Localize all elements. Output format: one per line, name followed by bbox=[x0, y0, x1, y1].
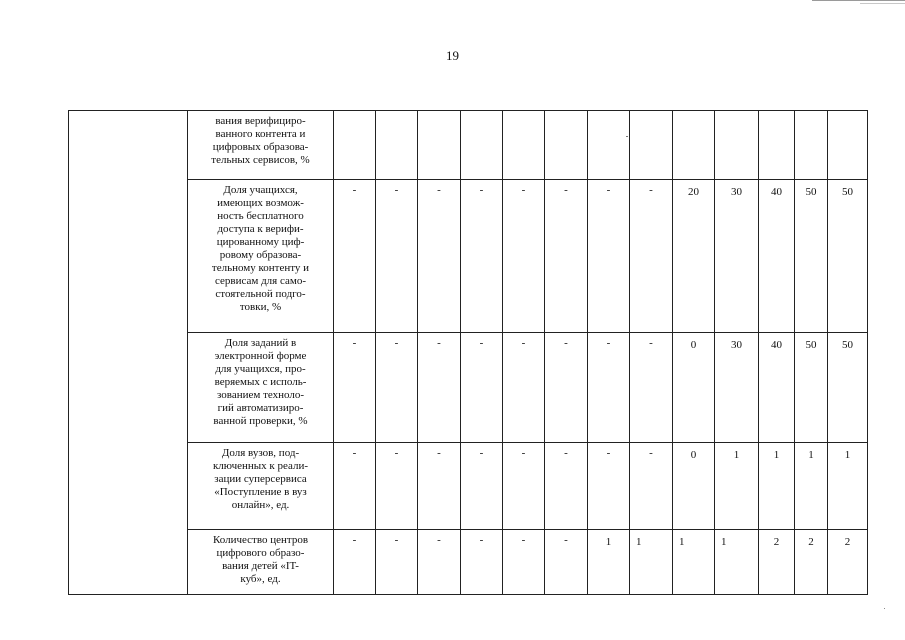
value-cell: - bbox=[334, 180, 376, 333]
value-cell: 50 bbox=[828, 180, 868, 333]
value-cell: 1 bbox=[715, 530, 759, 595]
section-cell bbox=[69, 111, 188, 595]
value-cell: - bbox=[418, 180, 461, 333]
value-cell bbox=[759, 111, 795, 180]
indicator-label: Доля учащихся, имеющих возмож- ность бесплатного доступа к верифи- цированному циф- ровому образова- тельному контенту и сервисам для само- стоятельной подго- товки, % bbox=[211, 184, 310, 313]
value-cell bbox=[673, 111, 715, 180]
value-cell: 40 bbox=[759, 180, 795, 333]
value-cell: - bbox=[588, 180, 630, 333]
table-row bbox=[69, 111, 868, 180]
value-cell bbox=[418, 111, 461, 180]
indicator-label-cell bbox=[188, 111, 334, 180]
value-cell bbox=[461, 111, 503, 180]
value-cell bbox=[828, 111, 868, 180]
indicator-label-cell bbox=[188, 180, 334, 333]
value-cell: - bbox=[376, 333, 418, 443]
indicator-label-cell bbox=[188, 333, 334, 443]
value-cell: - bbox=[461, 333, 503, 443]
value-cell bbox=[545, 111, 588, 180]
scan-artifact-line bbox=[812, 0, 905, 1]
value-cell bbox=[795, 111, 828, 180]
value-cell: - bbox=[418, 443, 461, 530]
table-row bbox=[69, 180, 868, 333]
value-cell: 40 bbox=[759, 333, 795, 443]
value-cell: - bbox=[545, 180, 588, 333]
indicator-label-cell bbox=[188, 530, 334, 595]
value-cell: - bbox=[376, 180, 418, 333]
value-cell: - bbox=[588, 333, 630, 443]
value-cell: 2 bbox=[828, 530, 868, 595]
value-cell: 30 bbox=[715, 180, 759, 333]
indicators-table bbox=[68, 110, 868, 595]
value-cell: 2 bbox=[759, 530, 795, 595]
value-cell: - bbox=[630, 333, 673, 443]
indicator-label: Доля вузов, под- ключенных к реали- зации суперсервиса «Поступление в вуз онлайн», ед. bbox=[212, 447, 309, 511]
value-cell: 0 bbox=[673, 333, 715, 443]
page-number: 19 bbox=[446, 48, 459, 63]
value-cell: - bbox=[630, 443, 673, 530]
value-cell: - bbox=[630, 180, 673, 333]
value-cell: - bbox=[545, 333, 588, 443]
value-cell: 1 bbox=[759, 443, 795, 530]
indicator-label: Количество центров цифрового образо- вания детей «IT- куб», ед. bbox=[212, 534, 309, 585]
value-cell bbox=[630, 111, 673, 180]
value-cell: - bbox=[503, 333, 545, 443]
value-cell: - bbox=[461, 443, 503, 530]
value-cell: 50 bbox=[828, 333, 868, 443]
value-cell: 1 bbox=[673, 530, 715, 595]
value-cell bbox=[588, 111, 630, 180]
value-cell: - bbox=[334, 443, 376, 530]
value-cell: - bbox=[334, 530, 376, 595]
value-cell: 50 bbox=[795, 333, 828, 443]
value-cell: 0 bbox=[673, 443, 715, 530]
value-cell: 1 bbox=[795, 443, 828, 530]
value-cell: - bbox=[588, 443, 630, 530]
value-cell: - bbox=[503, 180, 545, 333]
value-cell: - bbox=[503, 443, 545, 530]
value-cell: - bbox=[376, 443, 418, 530]
value-cell: 1 bbox=[828, 443, 868, 530]
indicator-label: Доля заданий в электронной форме для учащихся, про- веряемых с исполь- зованием техноло- гий автоматизиро- ванной проверки, % bbox=[213, 337, 308, 427]
value-cell: 1 bbox=[715, 443, 759, 530]
value-cell bbox=[334, 111, 376, 180]
value-cell: - bbox=[545, 530, 588, 595]
value-cell: - bbox=[418, 530, 461, 595]
value-cell bbox=[715, 111, 759, 180]
value-cell bbox=[376, 111, 418, 180]
value-cell: 20 bbox=[673, 180, 715, 333]
scan-speck bbox=[626, 136, 628, 137]
table-row bbox=[69, 530, 868, 595]
table-row bbox=[69, 333, 868, 443]
value-cell: - bbox=[461, 530, 503, 595]
table-body bbox=[69, 111, 868, 595]
value-cell: - bbox=[334, 333, 376, 443]
value-cell: - bbox=[461, 180, 503, 333]
value-cell: - bbox=[376, 530, 418, 595]
value-cell: 1 bbox=[630, 530, 673, 595]
value-cell: - bbox=[545, 443, 588, 530]
scan-speck bbox=[884, 608, 885, 609]
scan-artifact-line bbox=[860, 3, 905, 4]
value-cell bbox=[503, 111, 545, 180]
value-cell: 30 bbox=[715, 333, 759, 443]
table-row bbox=[69, 443, 868, 530]
value-cell: 2 bbox=[795, 530, 828, 595]
value-cell: 50 bbox=[795, 180, 828, 333]
value-cell: - bbox=[418, 333, 461, 443]
value-cell: 1 bbox=[588, 530, 630, 595]
value-cell: - bbox=[503, 530, 545, 595]
indicator-label: вания верифициро- ванного контента и цифровых образова- тельных сервисов, % bbox=[211, 115, 310, 166]
indicator-label-cell bbox=[188, 443, 334, 530]
